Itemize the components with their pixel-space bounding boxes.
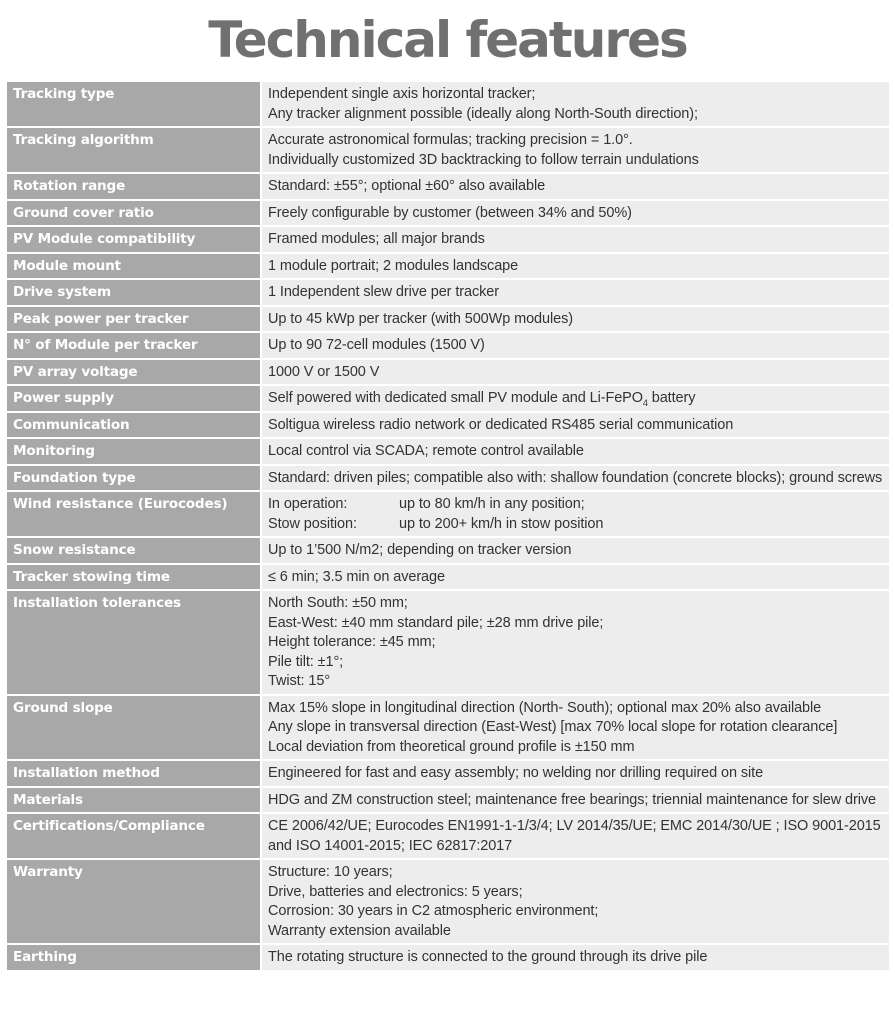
- table-row: [6, 564, 890, 591]
- feature-label: Foundation type: [6, 465, 261, 492]
- value-line: [268, 389, 883, 409]
- value-line: HDG and ZM construction steel; maintenance free bearings; triennial maintenance for slew drive: [268, 791, 876, 808]
- feature-label: Ground slope: [6, 695, 261, 761]
- value-line: Warranty extension available: [268, 922, 451, 939]
- value-line: Engineered for fast and easy assembly; no welding nor drilling required on site: [268, 765, 764, 781]
- feature-label: Earthing: [6, 944, 261, 971]
- subscript: 4: [642, 397, 648, 408]
- feature-label: Installation tolerances: [6, 590, 261, 695]
- value-line: Max 15% slope in longitudinal direction (North- South); optional max 20% also available: [268, 699, 822, 716]
- value-text: battery: [647, 390, 696, 406]
- condition-label: Stow position:: [268, 515, 357, 532]
- feature-label: Snow resistance: [6, 537, 261, 564]
- value-line: Local deviation from theoretical ground profile is ±150 mm: [268, 738, 635, 755]
- feature-value: [261, 359, 890, 386]
- table-row: [6, 465, 890, 492]
- feature-value: [261, 465, 890, 492]
- table-row: [6, 438, 890, 465]
- value-line: 1000 V or 1500 V: [268, 363, 380, 380]
- value-line: Individually customized 3D backtracking to follow terrain undulations: [268, 151, 699, 168]
- value-line: Any tracker alignment possible (ideally along North-South direction);: [268, 105, 698, 122]
- feature-value: [261, 173, 890, 200]
- feature-value: [261, 253, 890, 280]
- feature-label: Monitoring: [6, 438, 261, 465]
- table-row: [6, 760, 890, 787]
- condition-value: up to 200+ km/h in stow position: [399, 515, 604, 532]
- value-line: Up to 45 kWp per tracker (with 500Wp modules): [268, 310, 573, 327]
- value-line: Pile tilt: ±1°;: [268, 653, 344, 670]
- feature-value: [261, 81, 890, 127]
- feature-label: Rotation range: [6, 173, 261, 200]
- value-line: The rotating structure is connected to the ground through its drive pile: [268, 949, 708, 965]
- value-line: North South: ±50 mm;: [268, 595, 408, 611]
- value-line: Twist: 15°: [268, 673, 331, 689]
- feature-label: Tracking algorithm: [6, 127, 261, 173]
- feature-value: [261, 944, 890, 971]
- feature-value: [261, 200, 890, 227]
- table-row: [6, 332, 890, 359]
- table-row: [6, 200, 890, 227]
- value-text: Self powered with dedicated small PV module and Li-FePO: [268, 390, 643, 406]
- feature-label: Module mount: [6, 253, 261, 280]
- value-line: Structure: 10 years;: [268, 864, 393, 880]
- feature-value: [261, 306, 890, 333]
- table-row: [6, 491, 890, 537]
- value-line: Soltigua wireless radio network or dedicated RS485 serial communication: [268, 416, 734, 433]
- feature-value: [261, 226, 890, 253]
- value-line: Accurate astronomical formulas; tracking precision = 1.0°.: [268, 132, 633, 148]
- condition-label: In operation:: [268, 496, 348, 512]
- table-row: [6, 859, 890, 944]
- feature-label: Certifications/Compliance: [6, 813, 261, 859]
- value-line: Up to 1’500 N/m2; depending on tracker version: [268, 542, 572, 558]
- value-line: Height tolerance: ±45 mm;: [268, 634, 436, 650]
- feature-value: [261, 590, 890, 695]
- value-line: Corrosion: 30 years in C2 atmospheric environment;: [268, 903, 599, 919]
- feature-value: [261, 127, 890, 173]
- value-line: Framed modules; all major brands: [268, 231, 485, 247]
- value-line: [268, 515, 883, 535]
- table-row: [6, 385, 890, 412]
- feature-value: [261, 787, 890, 814]
- feature-label: Peak power per tracker: [6, 306, 261, 333]
- feature-value: [261, 279, 890, 306]
- table-row: [6, 537, 890, 564]
- value-line: Any slope in transversal direction (East-West) [max 70% local slope for rotation clearance]: [268, 719, 838, 735]
- page-title: Technical features: [208, 11, 687, 69]
- feature-label: Warranty: [6, 859, 261, 944]
- table-row: [6, 412, 890, 439]
- feature-label: PV array voltage: [6, 359, 261, 386]
- feature-label: Installation method: [6, 760, 261, 787]
- feature-value: [261, 564, 890, 591]
- table-row: [6, 944, 890, 971]
- feature-value: [261, 695, 890, 761]
- feature-label: Materials: [6, 787, 261, 814]
- table-row: [6, 813, 890, 859]
- feature-value: [261, 491, 890, 537]
- feature-value: [261, 385, 890, 412]
- table-row: [6, 173, 890, 200]
- value-line: East-West: ±40 mm standard pile; ±28 mm drive pile;: [268, 614, 604, 631]
- feature-value: [261, 537, 890, 564]
- table-row: [6, 359, 890, 386]
- value-line: Drive, batteries and electronics: 5 years;: [268, 883, 523, 900]
- value-line: Freely configurable by customer (between 34% and 50%): [268, 204, 632, 221]
- feature-label: Power supply: [6, 385, 261, 412]
- feature-label: Communication: [6, 412, 261, 439]
- value-line: Standard: driven piles; compatible also with: shallow foundation (concrete blocks); ground screws: [268, 469, 883, 486]
- table-row: [6, 590, 890, 695]
- table-row: [6, 253, 890, 280]
- value-line: 1 module portrait; 2 modules landscape: [268, 257, 519, 274]
- feature-label: PV Module compatibility: [6, 226, 261, 253]
- value-line: Independent single axis horizontal tracker;: [268, 86, 536, 102]
- table-row: [6, 787, 890, 814]
- value-line: Local control via SCADA; remote control available: [268, 443, 584, 459]
- feature-label: Ground cover ratio: [6, 200, 261, 227]
- table-row: [6, 127, 890, 173]
- feature-label: Wind resistance (Eurocodes): [6, 491, 261, 537]
- table-row: [6, 226, 890, 253]
- feature-value: [261, 438, 890, 465]
- feature-value: [261, 760, 890, 787]
- table-row: [6, 81, 890, 127]
- feature-label: Tracking type: [6, 81, 261, 127]
- table-row: [6, 695, 890, 761]
- feature-label: Drive system: [6, 279, 261, 306]
- condition-value: up to 80 km/h in any position;: [399, 496, 585, 512]
- feature-label: Tracker stowing time: [6, 564, 261, 591]
- table-row: [6, 306, 890, 333]
- feature-value: [261, 859, 890, 944]
- value-line: [268, 495, 883, 515]
- feature-value: [261, 332, 890, 359]
- table-row: [6, 279, 890, 306]
- value-line: ≤ 6 min; 3.5 min on average: [268, 568, 445, 585]
- technical-features-table: [5, 80, 891, 972]
- value-line: 1 Independent slew drive per tracker: [268, 284, 499, 300]
- value-line: CE 2006/42/UE; Eurocodes EN1991-1-1/3/4; LV 2014/35/UE; EMC 2014/30/UE ; ISO 9001-2015 and ISO 14001-2015; IEC 62817:2017: [268, 818, 881, 854]
- feature-value: [261, 412, 890, 439]
- feature-value: [261, 813, 890, 859]
- feature-label: N° of Module per tracker: [6, 332, 261, 359]
- value-line: Up to 90 72-cell modules (1500 V): [268, 337, 485, 353]
- value-line: Standard: ±55°; optional ±60° also available: [268, 178, 546, 194]
